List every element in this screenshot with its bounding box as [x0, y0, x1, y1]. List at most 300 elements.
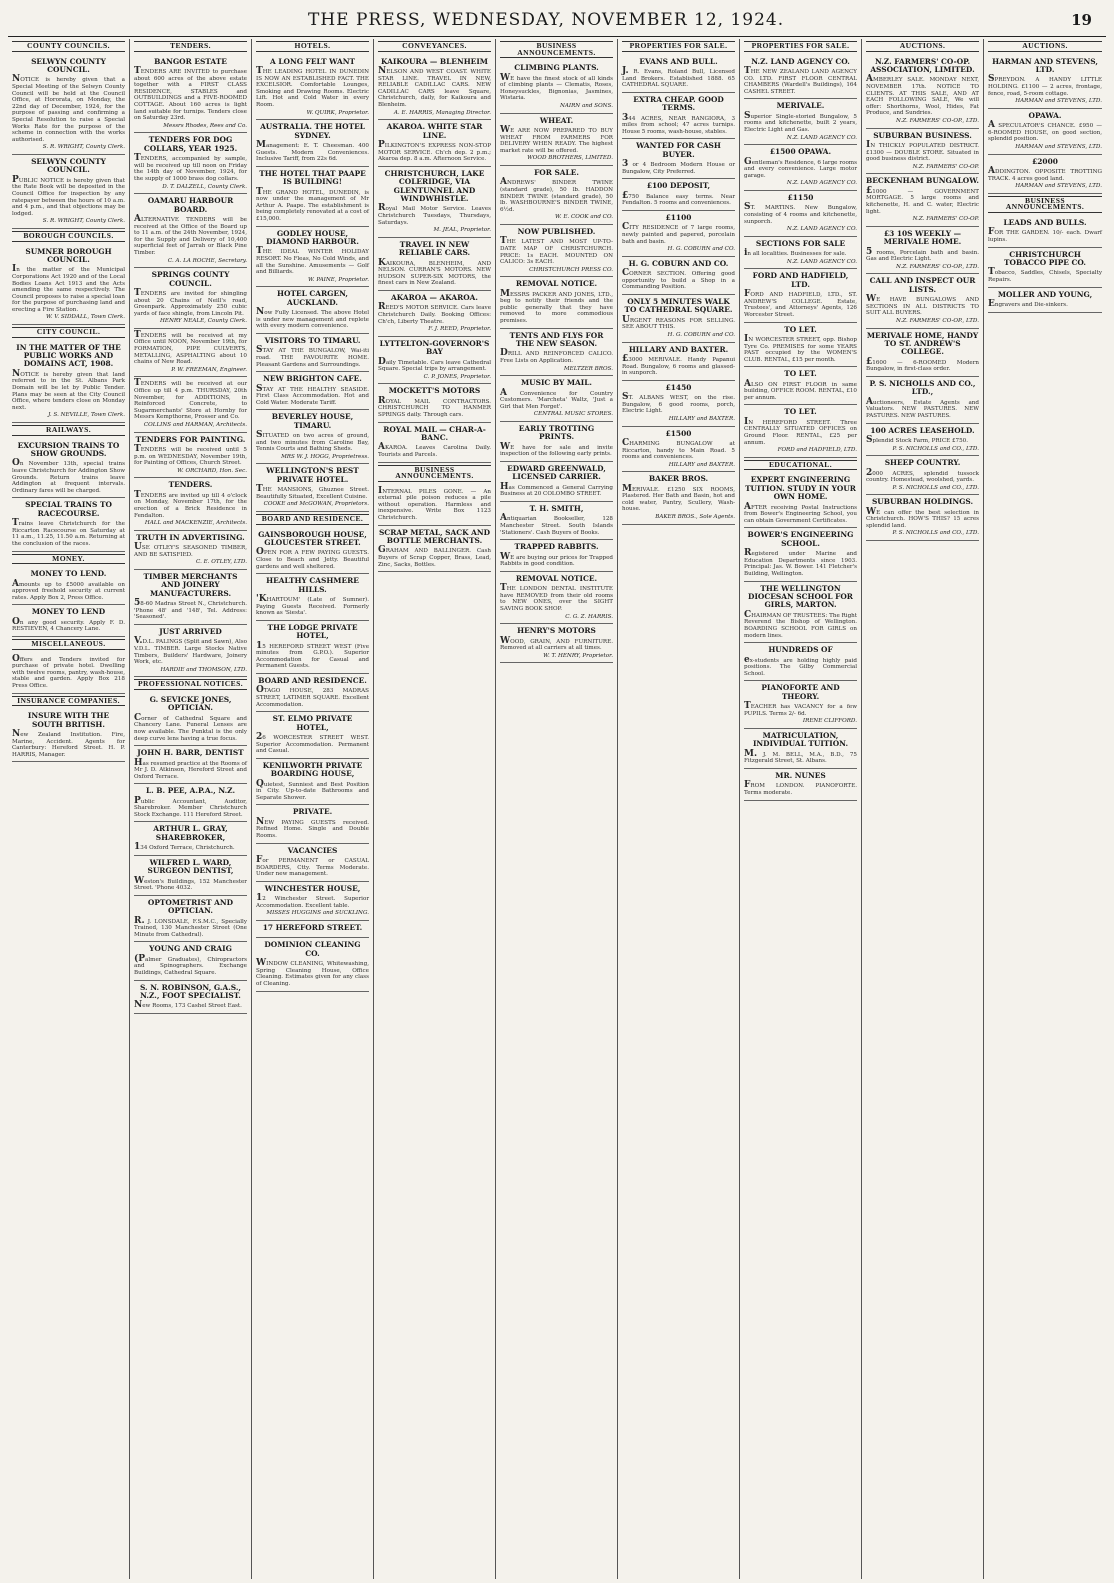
ad-title: L. B. PEE, A.P.A., N.Z.: [145, 786, 236, 796]
ad-body: New Zealand Institution. Fire, Marine, Accident. Agents for Canterbury: Hereford Street. H. P. HARRIS, Manager.: [12, 728, 125, 758]
advertisement: [866, 424, 979, 457]
ad-body: In the matter of the Municipal Corporations Act 1920 and of the Local Bodies Loans Act 1913 and the Acts amending the same respectively. The Council proposes to raise a special loan for the purpose of purchasing land and erecting a Fire Station.: [12, 264, 125, 313]
advertisement: [500, 502, 613, 540]
ad-title: OAMARU HARBOUR BOARD.: [147, 196, 234, 214]
ad-body: WE have the finest stock of all kinds of climbing plants — Clematis, Roses, Honeysuckles, Bignonias, Jasmines, Wistaria.: [500, 72, 613, 102]
ad-body: NEW PAYING GUESTS received. Refined Home. Single and Double Rooms.: [256, 816, 369, 839]
ad-signature: IRENE CLIFFORD.: [802, 718, 857, 725]
ad-title: MOLLER AND YOUNG,: [997, 289, 1093, 299]
advertisement: [134, 981, 247, 1014]
ad-signature: P. S. NICHOLLS and CO., LTD.: [892, 530, 979, 537]
advertisement: [134, 194, 247, 268]
advertisement: [866, 377, 979, 424]
advertisement: [134, 433, 247, 479]
advertisement: [500, 114, 613, 166]
ad-title: VISITORS TO TIMARU.: [264, 335, 361, 345]
ad-body: Royal Mail Motor Service. Leaves Christchurch Tuesdays, Thursdays, Saturdays.: [378, 203, 491, 226]
ad-title: BEVERLEY HOUSE, TIMARU.: [271, 412, 354, 430]
ad-body: ST. ALBANS WEST, on the rise. Bungalow, 6 good rooms, porch, Electric Light.: [622, 392, 735, 415]
ad-body: J. R. Evans, Roland Bull, Licensed Land Brokers. Established 1888. 65 CATHEDRAL SQUARE.: [622, 66, 735, 89]
ad-title: ARTHUR L. GRAY, SHAREBROKER,: [153, 824, 228, 842]
ad-body: NELSON AND WEST COAST. WHITE STAR LINE. TRAVEL IN NEW, RELIABLE CADILLAC CARS. NEW CADILLAC CARS leave Square, Christchurch, daily, for Kaikoura and Blenheim.: [378, 66, 491, 108]
ad-body: 15 HEREFORD STREET WEST (Five minutes from G.P.O.). Superior Accommodation for Casual and Permanent Guests.: [256, 640, 369, 670]
advertisement: [256, 621, 369, 674]
advertisement: [622, 179, 735, 211]
ad-title: SPRINGS COUNTY COUNCIL.: [151, 270, 230, 288]
ad-title: EXTRA CHEAP. GOOD TERMS.: [633, 94, 724, 113]
advertisement: [12, 498, 125, 551]
ad-body: THE NEW ZEALAND LAND AGENCY CO. LTD. FIRST FLOOR CENTRAL CHAMBERS (Wardell's Buildings), 164 CASHEL STREET.: [744, 66, 857, 95]
ad-body: TENDERS will be received at my Office until NOON, November 19th, for FORMATION, PIPE CULVERTS, METALLING, ASPHALTING about 10 chains of New Road.: [134, 329, 247, 366]
ad-title: EARLY TROTTING PRINTS.: [518, 424, 595, 442]
ad-title: CLIMBING PLANTS.: [514, 63, 599, 73]
ad-signature: N.Z. LAND AGENCY CO.: [786, 258, 857, 265]
ad-body: 'KHARTOUM' (Late of Sumner). Paying Guests Received. Formerly known as 'Siesta'.: [256, 594, 369, 617]
advertisement: [500, 166, 613, 225]
advertisement: [744, 405, 857, 457]
advertisement: [744, 582, 857, 644]
ad-signature: HARMAN and STEVENS, LTD.: [1015, 143, 1102, 150]
advertisement: [744, 237, 857, 270]
ad-title: MONEY TO LEND: [31, 607, 106, 617]
advertisement: [378, 167, 491, 238]
ad-body: WE HAVE BUNGALOWS AND SECTIONS IN ALL DISTRICTS TO SUIT ALL BUYERS.: [866, 294, 979, 317]
ad-title: CALL AND INSPECT OUR LISTS.: [869, 276, 976, 294]
ad-body: 344 ACRES, NEAR RANGIORA, 3 miles from school; 47 acres turnips. House 5 rooms, wash-house, stables.: [622, 112, 735, 135]
ad-title: S. N. ROBINSON, G.A.S., N.Z., FOOT SPECIALIST.: [139, 982, 242, 1001]
ad-body: TENDERS will be received until 5 p.m. on WEDNESDAY, November 19th, for Painting of Offices, Church Street.: [134, 444, 247, 467]
section-heading: BOROUGH COUNCILS.: [12, 231, 125, 242]
ad-title: £1150: [787, 192, 814, 202]
ad-title: BANGOR ESTATE: [154, 56, 227, 66]
ad-title: TRAPPED RABBITS.: [514, 542, 599, 552]
ad-title: TENTS AND FLYS FOR THE NEW SEASON.: [509, 330, 604, 349]
ad-title: EDWARD GREENWALD, LICENSED CARRIER.: [507, 464, 606, 482]
ad-title: EXPERT ENGINEERING TUITION. STUDY IN YOUR OWN HOME.: [745, 475, 856, 502]
advertisement: [744, 323, 857, 368]
ad-signature: P. S. NICHOLLS and CO., LTD.: [892, 484, 979, 491]
advertisement: [134, 531, 247, 570]
ad-title: 17 HEREFORD STREET.: [262, 922, 363, 932]
ad-title: N.Z. FARMERS' CO-OP. ASSOCIATION, LIMITED.: [870, 56, 975, 74]
advertisement: [622, 93, 735, 140]
column-8: [862, 39, 984, 1579]
ad-title: ST. ELMO PRIVATE HOTEL,: [272, 714, 353, 732]
advertisement: [256, 120, 369, 167]
ad-signature: MELTZER BROS.: [563, 365, 613, 372]
ad-body: Amounts up to £5000 available on approved freehold security at current rates. Apply Box 2, Press Office.: [12, 578, 125, 601]
ad-body: Trains leave Christchurch for the Riccarton Racecourse on Saturday at 11 a.m., 11.25, 11.50 a.m. Returning at the conclusion of the races.: [12, 518, 125, 547]
ad-signature: N.Z. LAND AGENCY CO.: [786, 134, 857, 141]
advertisement: [866, 55, 979, 129]
advertisement: [866, 227, 979, 275]
ad-title: TENDERS.: [168, 480, 213, 490]
ad-body: ANDREWS' BINDER TWINE (standard grade), 50 lb. HADDON BINDER TWINE (standard grade), 50 lb. WASHBOURNE'S BINDER TWINE, 6½d.: [500, 177, 613, 213]
ad-body: IN WORCESTER STREET, opp. Bishop Tyre Co. PREMISES for some YEARS PAST occupied by the WOMEN'S CLUB. RENTAL, £15 per month.: [744, 333, 857, 363]
ad-title: GODLEY HOUSE, DIAMOND HARBOUR.: [266, 228, 359, 246]
ad-title: NEW BRIGHTON CAFE.: [263, 374, 362, 384]
advertisement: [378, 423, 491, 463]
ad-body: Superior Single-storied Bungalow, 5 rooms and kitchenette, built 2 years, Electric Light and Gas.: [744, 110, 857, 133]
ad-body: STAY AT THE HEALTHY SEASIDE. First Class Accommodation. Hot and Cold Water. Moderate Tariff.: [256, 383, 369, 406]
ad-body: Has resumed practice at the Rooms of Mr J. D. Atkinson, Hereford Street and Oxford Terrace.: [134, 757, 247, 780]
ad-body: ex-students are holding highly paid positions. The Gilby Commercial School.: [744, 654, 857, 677]
advertisement: [744, 367, 857, 405]
ad-body: £1000 — GOVERNMENT MORTGAGE. 5 large rooms and kitchenette, H. and C. water, Electric light.: [866, 185, 979, 215]
ad-title: LEADS AND BULLS.: [1003, 217, 1087, 227]
ad-title: HENRY'S MOTORS: [517, 626, 596, 636]
ad-body: TENDERS ARE INVITED to purchase about 600 acres of the above estate together with a FIRST CLASS RESIDENCE, STABLES and OUTBUILDINGS and a FIVE-ROOMED COTTAGE. About 160 acres is light land suitable for turnips. Tenders close on Saturday 23rd.: [134, 66, 247, 122]
ad-signature: C. P. JONES, Proprietor.: [423, 373, 491, 380]
ad-body: in all localities. Businesses for sale.: [744, 248, 847, 259]
column-1: [8, 39, 130, 1579]
ad-body: THE GRAND HOTEL, DUNEDIN, is now under the management of Mr Arthur A. Paape. The establishment is being completely renovated at a cost of £15,000.: [256, 186, 369, 222]
ad-signature: HENRY NEALE, County Clerk.: [160, 318, 247, 325]
advertisement: [622, 295, 735, 343]
ad-title: £100 DEPOSIT,: [646, 181, 711, 191]
advertisement: [744, 269, 857, 322]
ad-title: SELWYN COUNTY COUNCIL.: [31, 156, 106, 175]
ad-body: Auctioneers, Estate Agents and Valuators. NEW PASTURES. NEW PASTURES. NEW PASTURES.: [866, 396, 979, 419]
advertisement: [988, 155, 1102, 194]
advertisement: [744, 145, 857, 191]
advertisement: [866, 495, 979, 541]
section-heading: PROPERTIES FOR SALE.: [744, 41, 857, 52]
ad-signature: F. J. REED, Proprietor.: [428, 326, 491, 333]
advertisement: [12, 709, 125, 762]
ad-signature: COLLINS and HARMAN, Architects.: [143, 422, 247, 428]
ad-body: 26 WORCESTER STREET WEST. Superior Accommodation. Permanent and Casual.: [256, 732, 369, 755]
ad-body: Management: E. T. Cheesman. 400 Guests. Modern Conveniences. Inclusive Tariff, from 22s 6d.: [256, 139, 369, 163]
ad-title: HARMAN AND STEVENS, LTD.: [992, 56, 1098, 74]
ad-body: 134 Oxford Terrace, Christchurch.: [134, 842, 235, 853]
advertisement: [744, 191, 857, 237]
advertisement: [866, 456, 979, 495]
ad-title: KENILWORTH PRIVATE BOARDING HOUSE,: [262, 760, 363, 779]
ad-signature: HARMAN and STEVENS, LTD.: [1015, 98, 1102, 105]
ad-title: GAINSBOROUGH HOUSE, GLOUCESTER STREET.: [258, 529, 367, 548]
ad-title: £1500: [665, 428, 692, 438]
advertisement: [256, 372, 369, 410]
advertisement: [988, 248, 1102, 288]
ad-body: CHARMING BUNGALOW at Riccarton, handy to Main Road. 5 rooms and conveniences.: [622, 437, 735, 461]
section-heading: PROFESSIONAL NOTICES.: [134, 679, 247, 690]
ad-body: ROYAL MAIL CONTRACTORS. CHRISTCHURCH TO HANMER SPRINGS daily. Through cars.: [378, 395, 491, 418]
section-heading: BOARD AND RESIDENCE.: [256, 514, 369, 525]
ad-title: EVANS AND BULL.: [639, 56, 718, 66]
advertisement: [134, 133, 247, 194]
ad-body: IN THICKLY POPULATED DISTRICT. £1300 — DOUBLE STORE. Situated in good business district.: [866, 139, 979, 163]
advertisement: [12, 245, 125, 326]
ad-signature: C. E. OTLEY, LTD.: [196, 559, 247, 566]
ad-signature: MISSES HUGGINS and SUCKLING.: [266, 910, 369, 917]
ad-signature: N.Z. FARMERS' CO-OP., LTD.: [895, 317, 979, 324]
advertisement: [256, 167, 369, 227]
ad-title: MERIVALE HOME, HANDY TO ST. ANDREW'S COLLEGE.: [866, 330, 979, 357]
ad-body: £1600 — 6-ROOMED Modern Bungalow, in first-class order.: [866, 356, 979, 373]
ad-title: BOWER'S ENGINEERING SCHOOL.: [747, 530, 854, 548]
section-heading: MONEY.: [12, 554, 125, 565]
ad-body: TENDERS will be received at our Office up till 4 p.m. THURSDAY, 20th November, for ADDITIONS, in Reinforced Concrete, to Sugarmerchants' Store at Hornby for Messrs Kempthorne, Prosser and Co.: [134, 378, 247, 421]
page-number: 19: [1071, 11, 1092, 29]
advertisement: [256, 227, 369, 288]
ad-signature: S. R. WRIGHT, County Clerk.: [42, 218, 125, 225]
ad-title: JUST ARRIVED: [159, 626, 222, 636]
advertisement: [500, 624, 613, 663]
ad-body: Gentleman's Residence, 6 large rooms and every convenience. Large motor garage.: [744, 156, 857, 179]
ad-body: URGENT REASONS FOR SELLING. SEE ABOUT THIS.: [622, 314, 735, 331]
ad-body: NOTICE is hereby given that land referred to in the St. Albans Park Domain will be let by Public Tender. Plans may be seen at the City Council Office, where tenders close on Monday next.: [12, 368, 125, 411]
ad-title: INSURE WITH THE SOUTH BRITISH.: [27, 711, 110, 729]
advertisement: [134, 478, 247, 530]
ad-title: £1100: [665, 212, 692, 222]
advertisement: [256, 464, 369, 512]
ad-body: CORNER SECTION. Offering good opportunity to build a Shop in a Commanding Position.: [622, 268, 735, 291]
ad-title: AKAROA. WHITE STAR LINE.: [386, 122, 483, 140]
ad-title: HUNDREDS OF: [768, 645, 833, 655]
ad-title: MR. NUNES: [775, 771, 826, 780]
ad-body: R. J. LONSDALE, F.S.M.C., Specially Trained, 130 Manchester Street (One Minute from Cathedral).: [134, 915, 247, 938]
advertisement: [988, 216, 1102, 248]
ad-title: TRAVEL IN NEW RELIABLE CARS.: [398, 239, 471, 258]
advertisement: [866, 129, 979, 175]
ad-title: WILFRED L. WARD, SURGEON DENTIST,: [147, 857, 234, 876]
ad-body: 3 or 4 Bedroom Modern House or Bungalow, City Preferred.: [622, 159, 735, 175]
ad-signature: CENTRAL MUSIC STORES.: [533, 411, 613, 418]
ad-title: TO LET.: [784, 324, 817, 334]
advertisement: [134, 693, 247, 746]
ad-signature: N.Z. LAND AGENCY CO.: [786, 180, 857, 187]
column-5: [496, 39, 618, 1579]
ad-body: A Convenience for Country Customers. 'Marcheta' Waltz, 'Just a Girl that Men Forget'.: [500, 387, 613, 410]
advertisement: [256, 55, 369, 121]
ad-signature: HILLARY and BAXTER.: [668, 461, 735, 468]
ad-body: CHAIRMAN OF TRUSTEES: The Right Reverend the Bishop of Wellington. BOARDING SCHOOL FOR GIRLS on modern lines.: [744, 609, 857, 639]
ad-title: H. G. COBURN AND CO.: [628, 258, 729, 268]
ad-body: IN HEREFORD STREET. Three CENTRALLY SITUATED OFFICES on Ground Floor. RENTAL, £25 per annum.: [744, 416, 857, 446]
masthead-title: THE PRESS, WEDNESDAY, NOVEMBER 12, 1924.: [308, 10, 785, 30]
advertisement: [378, 526, 491, 573]
advertisement: [12, 653, 125, 694]
column-9: [984, 39, 1106, 1579]
ad-signature: CHRISTCHURCH PRESS CO.: [529, 266, 613, 273]
ad-body: £3000 MERIVALE. Handy Papanui Road. Bungalow, 6 rooms and glassed-in sunporch.: [622, 353, 735, 377]
ad-signature: J. S. NEVILLE, Town Clerk.: [48, 412, 125, 419]
ad-title: PIANOFORTE AND THEORY.: [761, 683, 840, 701]
ad-body: DRILL AND REINFORCED CALICO. Free Lists on Application.: [500, 348, 613, 365]
ad-title: BAKER BROS.: [648, 474, 709, 484]
section-heading: BUSINESS ANNOUNCEMENTS.: [500, 41, 613, 58]
advertisement: [988, 55, 1102, 109]
ad-body: ALSO ON FIRST FLOOR in same building, OFFICE ROOM. RENTAL, £10 per annum.: [744, 378, 857, 401]
advertisement: [500, 225, 613, 277]
ad-body: Has Commenced a General Carrying Business at 20 COLOMBO STREET.: [500, 481, 613, 498]
advertisement: [988, 109, 1102, 155]
ad-title: AUSTRALIA. THE HOTEL SYDNEY.: [260, 122, 365, 140]
ad-body: AMBERLEY SALE. MONDAY NEXT, NOVEMBER 17th. NOTICE TO CLIENTS. AT THIS SALE, AND AT EACH FOLLOWING SALE, We will offer: Shorthorns, Wool, Hides, Fat Produce, and Sundries.: [866, 74, 979, 117]
column-7: [740, 39, 862, 1579]
ad-body: MESSRS PACKER AND JONES, LTD., beg to notify their friends and the public generally that they have removed to more commodious premises.: [500, 288, 613, 325]
ad-body: MERIVALE. £1250 SIX ROOMS, Plastered. Her Bath and Basin, hot and cold water, Pantry, Scullery, Wash-house.: [622, 483, 735, 513]
ad-signature: COOKE and McGOWAN, Proprietors.: [263, 501, 369, 508]
ad-body: CITY RESIDENCE of 7 large rooms, newly painted and papered, porcelain bath and basin.: [622, 222, 735, 245]
ad-signature: N.Z. FARMERS' CO-OP., LTD.: [895, 117, 979, 124]
advertisement: [378, 337, 491, 385]
ad-signature: N.Z. LAND AGENCY CO.: [786, 226, 857, 233]
ad-title: TRUTH IN ADVERTISING.: [136, 532, 245, 542]
ad-body: Offers and Tenders invited for purchase of private hotel. Dwelling with twelve rooms, pantry, wash-house, stable and garden. Apply Box 218 Press Office.: [12, 653, 125, 689]
ad-signature: HILLARY and BAXTER.: [668, 415, 735, 422]
advertisement: [12, 55, 125, 155]
ad-title: SECTIONS FOR SALE: [755, 238, 846, 248]
section-heading: CITY COUNCIL.: [12, 327, 125, 338]
advertisement: [378, 120, 491, 167]
ad-signature: Messrs Rhodes, Rees and Co.: [163, 122, 247, 129]
ad-title: TENDERS FOR DOG COLLARS, YEAR 1925.: [143, 135, 238, 153]
ad-signature: H. G. COBURN and CO.: [667, 331, 735, 338]
advertisement: [256, 759, 369, 806]
ad-signature: HARMAN and STEVENS, LTD.: [1015, 183, 1102, 190]
advertisement: [622, 343, 735, 381]
ad-title: BOARD AND RESIDENCE.: [258, 676, 367, 686]
ad-body: Weston's Buildings, 152 Manchester Street. 'Phone 4032.: [134, 875, 247, 892]
ad-body: Antiquarian Bookseller, 128 Manchester Street. South Islands 'Stationers'. Cash Buyers of Books.: [500, 513, 613, 536]
ad-title: CHRISTCHURCH TOBACCO PIPE CO.: [1004, 249, 1086, 267]
ad-body: GRAHAM AND BALLINGER. Cash Buyers of Scrap Copper, Brass, Lead, Zinc, Sacks, Bottles.: [378, 545, 491, 568]
advertisement: [256, 712, 369, 759]
ad-title: NOW PUBLISHED.: [517, 226, 596, 236]
ad-title: THE LODGE PRIVATE HOTEL,: [267, 622, 358, 641]
ad-body: ST. MARTINS. New Bungalow, consisting of 4 rooms and kitchenette, sunporch.: [744, 202, 857, 225]
ad-body: 12 Winchester Street. Superior Accommodation. Excellent table.: [256, 893, 369, 909]
ad-body: Tobacco, Saddles, Chisels, Specialty Repairs.: [988, 267, 1102, 283]
ad-body: (Palmer Graduates), Chiropractors and Spinographers. Exchange Buildings, Cathedral Square.: [134, 953, 247, 977]
column-2: [130, 39, 252, 1579]
advertisement: [256, 844, 369, 882]
ad-title: WELLINGTON'S BEST PRIVATE HOTEL.: [266, 466, 359, 484]
ad-body: WE have for sale and invite inspection of the following early prints.: [500, 441, 613, 458]
advertisement: [744, 99, 857, 145]
ad-body: TENDERS are invited for shingling about 20 Chains of Neill's road, Greenpark. Approximately 250 cubic yards of face shingle, from Lincoln Pit.: [134, 287, 247, 317]
ad-signature: W. PAINE, Proprietor.: [308, 276, 369, 283]
column-6: [618, 39, 740, 1579]
ad-body: THE LATEST AND MOST UP-TO-DATE MAP OF CHRISTCHURCH. PRICE: 1s EACH. MOUNTED ON CALICO: 3s EACH.: [500, 236, 613, 266]
advertisement: [500, 329, 613, 377]
ad-body: THE LONDON DENTAL INSTITUTE have REMOVED from their old rooms to NEW ONES, over the SIGHT SAVING BOOK SHOP.: [500, 583, 613, 612]
ad-signature: C. A. LA ROCHE, Secretary.: [167, 257, 247, 264]
section-heading: MISCELLANEOUS.: [12, 639, 125, 650]
advertisement: [744, 729, 857, 769]
section-heading: BUSINESS ANNOUNCEMENTS.: [378, 465, 491, 482]
ad-body: SITUATED on two acres of ground, and two minutes from Caroline Bay, Tennis Courts and Bathing Sheds.: [256, 430, 369, 453]
ad-body: For PERMANENT or CASUAL BOARDERS, Ctty. Terms Moderate. Under new management.: [256, 855, 369, 878]
advertisement: [134, 329, 247, 378]
ad-title: SHEEP COUNTRY.: [884, 458, 961, 468]
ad-body: 5 rooms, Porcelain bath and basin. Gas and Electric Light.: [866, 246, 979, 263]
advertisement: [134, 784, 247, 822]
ad-title: SUBURBAN HOLDINGS.: [871, 497, 974, 507]
ad-title: HEALTHY CASHMERE HILLS.: [266, 576, 359, 594]
ad-title: HILLARY AND BAXTER.: [628, 344, 729, 354]
ad-body: WE ARE NOW PREPARED TO BUY WHEAT FROM FARMERS FOR DELIVERY WHEN READY. The highest market rate will be offered.: [500, 124, 613, 154]
ad-body: WE are buying our prices for Trapped Rabbits in good condition.: [500, 551, 613, 568]
ad-body: On November 13th, special trains leave Christchurch for Addington Show Grounds. Return trains leave Addington at frequent intervals. Ordinary fares will be charged.: [12, 458, 125, 494]
ad-title: TO LET.: [784, 407, 817, 417]
ad-body: REED'S MOTOR SERVICE. Cars leave Christchurch Daily. Booking Offices: Ch'ch, Liberty Theatre.: [378, 302, 491, 325]
ad-body: ADDINGTON. OPPOSITE TROTTING TRACK. 4 acres good land.: [988, 165, 1102, 182]
ad-title: 100 ACRES LEASEHOLD.: [870, 425, 975, 435]
ad-signature: MRS W. J. HOGG, Proprietress.: [281, 453, 369, 460]
ad-title: FORD AND HADFIELD, LTD.: [752, 271, 849, 289]
advertisement: [500, 462, 613, 502]
ad-title: IN THE MATTER OF THE PUBLIC WORKS AND DOMAINS ACT, 1908.: [16, 342, 121, 369]
ad-signature: P. W. FREEMAN, Engineer.: [171, 366, 247, 373]
advertisement: [134, 856, 247, 896]
ad-title: PRIVATE.: [292, 807, 333, 817]
ad-title: REMOVAL NOTICE.: [515, 279, 598, 289]
ad-body: KAIKOURA, BLENHEIM, AND NELSON. CURRAN'S MOTORS. NEW HUDSON SUPER-SIX MOTORS, the finest cars in New Zealand.: [378, 257, 491, 287]
ad-signature: N.Z. FARMERS' CO-OP., LTD.: [895, 263, 979, 270]
advertisement: [378, 384, 491, 422]
section-heading: EDUCATIONAL.: [744, 460, 857, 471]
advertisement: [134, 268, 247, 329]
section-heading: AUCTIONS.: [988, 41, 1102, 52]
advertisement: [622, 139, 735, 179]
ad-body: On any good security. Apply F. D. RESTIEVEN, 4 Chancery Lane.: [12, 616, 125, 633]
ad-title: SPECIAL TRAINS TO RACECOURSE.: [25, 500, 112, 518]
ad-body: Engravers and Die-sinkers.: [988, 298, 1068, 309]
ad-signature: N.Z. FARMERS' CO-OP.: [912, 216, 979, 223]
ad-title: £1500 OPAWA.: [769, 147, 832, 157]
advertisement: [134, 896, 247, 943]
ad-body: AKAROA. Leaves Carolina Daily. Tourists and Parcels.: [378, 442, 491, 458]
ad-body: WOOD, GRAIN, AND FURNITURE. Removed at all carriers at all times.: [500, 635, 613, 652]
advertisement: [500, 422, 613, 462]
ad-body: TEACHER has VACANCY for a few PUPILS. Terms 2/- 6d.: [744, 701, 857, 717]
ad-title: OPAWA.: [1028, 110, 1062, 120]
ad-signature: P. S. NICHOLLS and CO., LTD.: [892, 445, 979, 452]
ad-body: FORD AND HADFIELD, LTD., ST. ANDREW'S COLLEGE. Estate, Trustees', and Attorneys' Agents, 126 Worcester Street.: [744, 289, 857, 318]
ad-title: KAIKOURA — BLENHEIM: [381, 56, 488, 66]
advertisement: [500, 540, 613, 572]
column-4: [374, 39, 496, 1579]
advertisement: [256, 287, 369, 334]
ad-signature: WOOD BROTHERS, LIMITED.: [527, 155, 613, 162]
advertisement: [378, 485, 491, 526]
advertisement: [866, 274, 979, 328]
advertisement: [134, 746, 247, 784]
ad-title: SCRAP METAL, SACK AND BOTTLE MERCHANTS.: [378, 527, 491, 546]
ad-body: INTERNAL PILES GONE. — An external pile poison reduces a pile without operation. Harmless and inexpensive. Write Box 1123 Christchurch.: [378, 485, 491, 522]
ad-title: SELWYN COUNTY COUNCIL.: [31, 56, 106, 74]
advertisement: [256, 921, 369, 938]
masthead: [8, 10, 1106, 37]
ad-title: WANTED FOR CASH BUYER.: [636, 141, 721, 159]
ad-body: SPREYDON. A HANDY LITTLE HOLDING. £1100 — 2 acres, frontage, fence, road, 5-room cottage.: [988, 74, 1102, 97]
advertisement: [500, 277, 613, 328]
ad-title: MOCKETT'S MOTORS: [388, 386, 481, 396]
advertisement: [12, 567, 125, 605]
column-3: [252, 39, 374, 1579]
advertisement: [378, 55, 491, 121]
ad-title: N.Z. LAND AGENCY CO.: [751, 56, 850, 66]
section-heading: TENDERS.: [134, 41, 247, 52]
ad-signature: BAKER BROS., Sole Agents.: [655, 514, 735, 521]
ad-title: JOHN H. BARR, DENTIST: [137, 748, 244, 758]
ad-title: MUSIC BY MAIL.: [521, 378, 592, 388]
ad-body: Daily Timetable. Cars leave Cathedral Square. Special trips by arrangement.: [378, 356, 491, 373]
section-heading: RAILWAYS.: [12, 425, 125, 436]
